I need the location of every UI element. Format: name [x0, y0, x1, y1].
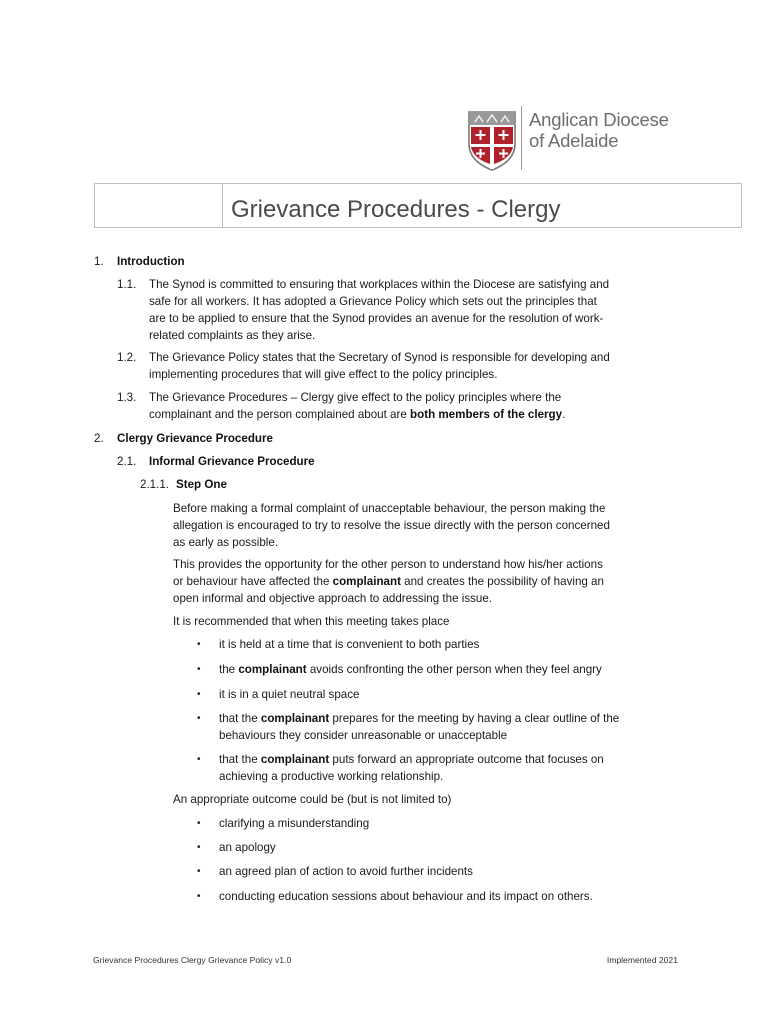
section-1-heading: Introduction — [117, 255, 185, 268]
bullet-icon: • — [197, 689, 201, 700]
list-item: that the complainant puts forward an appropriate outcome that focuses on achieving a productive working relationship. — [219, 753, 604, 783]
bullet-icon: • — [197, 639, 201, 650]
item-1-3-number: 1.3. — [117, 391, 137, 404]
list-item: conducting education sessions about behaviour and its impact on others. — [219, 890, 593, 903]
bullet-icon: • — [197, 842, 201, 853]
item-1-3-text: The Grievance Procedures – Clergy give effect to the policy principles where the complainant and the person complained about are both members of the clergy. — [149, 391, 566, 421]
logo-line-1: Anglican Diocese — [529, 109, 669, 130]
section-2-number: 2. — [94, 432, 104, 445]
item-2-1-1-heading: Step One — [176, 478, 227, 491]
footer-right: Implemented 2021 — [606, 955, 678, 965]
list-item: an apology — [219, 841, 276, 854]
footer-left: Grievance Procedures Clergy Grievance Policy v1.0 — [93, 955, 292, 965]
list-item: it is in a quiet neutral space — [219, 688, 360, 701]
title-box — [94, 183, 742, 228]
page-title: Grievance Procedures - Clergy — [231, 196, 561, 223]
list-item: the complainant avoids confronting the other person when they feel angry — [219, 663, 602, 676]
item-1-1-text: The Synod is committed to ensuring that workplaces within the Diocese are satisfying and safe for all workers. It has adopted a Grievance Policy which sets out the principles that are to be applied to ensure that the Synod provides an avenue for the resolution of work- related complaints as they arise. — [149, 278, 610, 342]
list-item: that the complainant prepares for the meeting by having a clear outline of the behaviours they consider unreasonable or unacceptable — [219, 712, 620, 742]
list-item: an agreed plan of action to avoid further incidents — [219, 865, 473, 878]
step-one-paragraph-2: This provides the opportunity for the other person to understand how his/her actions or behaviour have affected the complainant and creates the possibility of having an open informal and objective approach to addressing the issue. — [173, 558, 604, 605]
recommend-intro: It is recommended that when this meeting takes place — [173, 615, 450, 628]
item-1-1-number: 1.1. — [117, 278, 137, 291]
outcome-intro: An appropriate outcome could be (but is not limited to) — [173, 793, 452, 806]
logo-divider — [521, 106, 522, 170]
bullet-icon: • — [197, 818, 201, 829]
section-1-number: 1. — [94, 255, 104, 268]
logo-wordmark — [529, 109, 669, 151]
item-1-2-number: 1.2. — [117, 351, 137, 364]
bullet-icon: • — [197, 664, 201, 675]
bullet-icon: • — [197, 891, 201, 902]
item-2-1-1-number: 2.1.1. — [140, 478, 170, 491]
item-2-1-heading: Informal Grievance Procedure — [149, 455, 315, 468]
diocese-crest-logo — [467, 110, 517, 172]
title-box-divider — [222, 184, 223, 227]
item-2-1-number: 2.1. — [117, 455, 137, 468]
bullet-icon: • — [197, 713, 201, 724]
bullet-icon: • — [197, 754, 201, 765]
step-one-paragraph-1: Before making a formal complaint of unacceptable behaviour, the person making the allegation is encouraged to try to resolve the issue directly with the person concerned as early as possible. — [173, 502, 610, 549]
list-item: clarifying a misunderstanding — [219, 817, 370, 830]
list-item: it is held at a time that is convenient to both parties — [219, 638, 480, 651]
section-2-heading: Clergy Grievance Procedure — [117, 432, 273, 445]
item-1-2-text: The Grievance Policy states that the Secretary of Synod is responsible for developing and implementing procedures that will give effect to the policy principles. — [149, 351, 610, 381]
bullet-icon: • — [197, 866, 201, 877]
logo-line-2: of Adelaide — [529, 130, 619, 151]
